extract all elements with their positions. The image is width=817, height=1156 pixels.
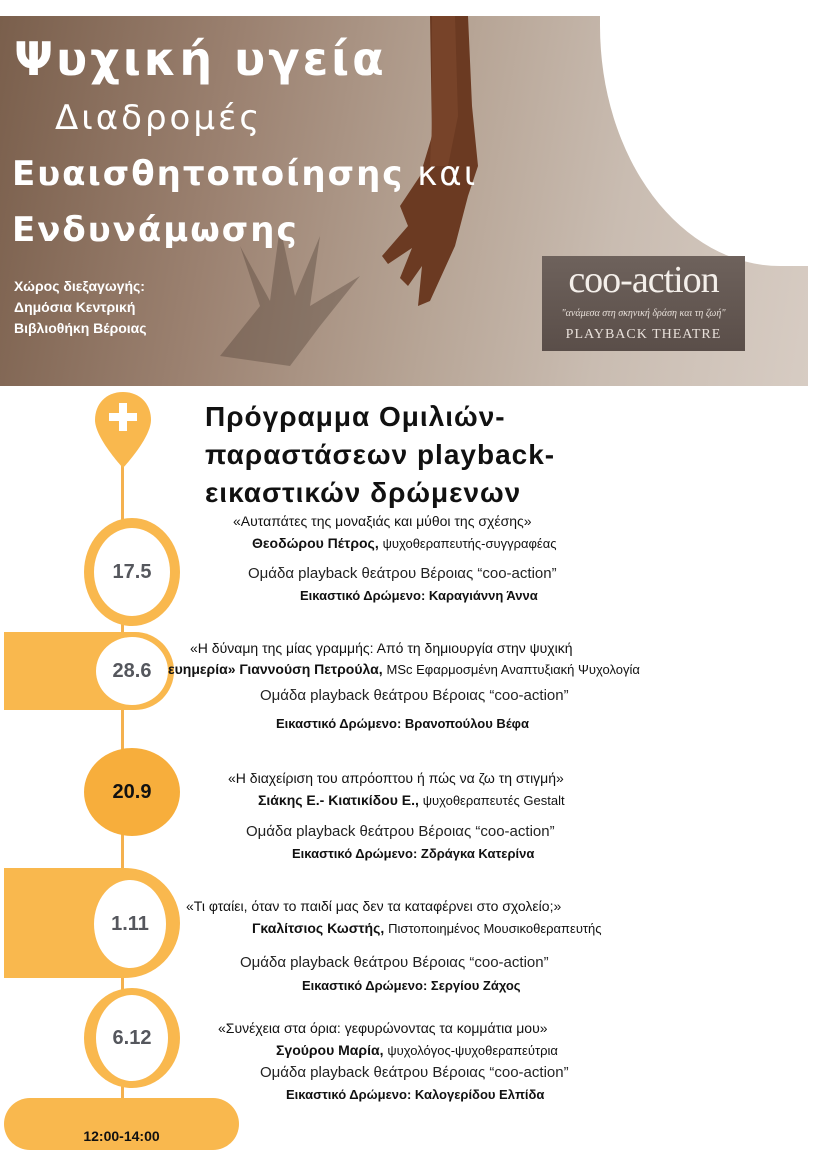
program-title-line1: Πρόγραμμα Ομιλιών- bbox=[205, 401, 506, 432]
event-speaker-line-3 bbox=[258, 792, 565, 808]
coo-action-logo bbox=[542, 256, 745, 351]
event-visual-artist-2: Βρανοπούλου Βέφα bbox=[404, 716, 529, 731]
program-title-line2: παραστάσεων playback- bbox=[205, 439, 556, 470]
date-circle-1 bbox=[94, 528, 170, 616]
event-talk-2-line2 bbox=[168, 661, 640, 677]
event-visual-label-2: Εικαστικό Δρώμενο: bbox=[276, 716, 402, 731]
event-time: 12:00-14:00 bbox=[83, 1128, 160, 1144]
event-role-3: ψυχοθεραπευτές Gestalt bbox=[422, 793, 565, 808]
event-role-4: Πιστοποιημένος Μουσικοθεραπευτής bbox=[388, 921, 602, 936]
event-speaker-line-5 bbox=[276, 1042, 558, 1058]
program-title-line3: εικαστικών δρώμενων bbox=[205, 477, 522, 508]
event-date-2: 28.6 bbox=[112, 659, 152, 682]
event-group-5: Ομάδα playback θεάτρου Βέροιας “coo-action” bbox=[260, 1064, 569, 1081]
event-talk-5: «Συνέχεια στα όρια: γεφυρώνοντας τα κομμάτια μου» bbox=[218, 1020, 548, 1036]
event-speaker-2: Γιαννούση Πετρούλα, bbox=[239, 661, 383, 677]
event-visual-label-5: Εικαστικό Δρώμενο: bbox=[286, 1087, 412, 1102]
event-visual-artist-5: Καλογερίδου Ελπίδα bbox=[414, 1087, 545, 1102]
event-group-3: Ομάδα playback θεάτρου Βέροιας “coo-action” bbox=[246, 823, 555, 840]
event-visual-label-3: Εικαστικό Δρώμενο: bbox=[292, 846, 418, 861]
event-visual-line-2 bbox=[276, 716, 529, 731]
event-visual-line-5 bbox=[286, 1087, 544, 1102]
venue-label: Χώρος διεξαγωγής: bbox=[14, 278, 145, 294]
event-role-1: ψυχοθεραπευτής-συγγραφέας bbox=[382, 536, 557, 551]
date-circle-4 bbox=[94, 880, 166, 968]
event-date-5: 6.12 bbox=[112, 1026, 152, 1049]
logo-tagline: "ανάμεσα στη σκηνική δράση και τη ζωή" bbox=[561, 308, 726, 319]
venue-line1: Δημόσια Κεντρική bbox=[14, 299, 136, 315]
event-visual-artist-4: Σεργίου Ζάχος bbox=[430, 978, 521, 993]
event-visual-artist-1: Καραγιάννη Άννα bbox=[428, 588, 538, 603]
event-role-2: MSc Εφαρμοσμένη Αναπτυξιακή Ψυχολογία bbox=[386, 662, 640, 677]
event-visual-label-1: Εικαστικό Δρώμενο: bbox=[300, 588, 426, 603]
event-speaker-4: Γκαλίτσιος Κωστής, bbox=[252, 920, 385, 936]
poster-title: Ψυχική υγεία bbox=[14, 32, 387, 86]
event-talk-2-end: ευημερία» bbox=[168, 661, 236, 677]
event-visual-line-3 bbox=[292, 846, 534, 861]
event-talk-1: «Αυταπάτες της μοναξιάς και μύθοι της σχέσης» bbox=[233, 513, 532, 529]
event-group-2: Ομάδα playback θεάτρου Βέροιας “coo-action” bbox=[260, 687, 569, 704]
title-and: και bbox=[417, 154, 478, 194]
event-speaker-line-4 bbox=[252, 920, 602, 936]
venue-info bbox=[14, 276, 147, 339]
logo-subtitle: PLAYBACK THEATRE bbox=[565, 327, 722, 342]
event-visual-label-4: Εικαστικό Δρώμενο: bbox=[302, 978, 428, 993]
event-group-4: Ομάδα playback θεάτρου Βέροιας “coo-action” bbox=[240, 954, 549, 971]
event-speaker-3: Σιάκης Ε.- Κιατικίδου Ε., bbox=[258, 792, 419, 808]
event-speaker-5: Σγούρου Μαρία, bbox=[276, 1042, 384, 1058]
venue-line2: Βιβλιοθήκη Βέροιας bbox=[14, 320, 147, 336]
logo-name: coo-action bbox=[568, 259, 719, 301]
event-talk-3: «Η διαχείριση του απρόοπτου ή πώς να ζω τη στιγμή» bbox=[228, 770, 564, 786]
event-visual-line-1 bbox=[300, 588, 538, 603]
program-title bbox=[205, 398, 555, 512]
event-visual-artist-3: Ζδράγκα Κατερίνα bbox=[420, 846, 535, 861]
event-group-1: Ομάδα playback θεάτρου Βέροιας “coo-action” bbox=[248, 565, 557, 582]
date-circle-3 bbox=[84, 748, 180, 836]
poster-title-line3 bbox=[12, 154, 477, 194]
date-circle-2 bbox=[96, 637, 168, 705]
event-speaker-line-1 bbox=[252, 535, 557, 551]
event-talk-2-line1: «Η δύναμη της μίας γραμμής: Από τη δημιουργία στην ψυχική bbox=[190, 640, 573, 656]
event-date-4: 1.11 bbox=[111, 912, 149, 935]
title-awareness: Ευαισθητοποίησης bbox=[12, 154, 405, 194]
poster-title-line4: Ενδυνάμωσης bbox=[12, 210, 299, 250]
event-talk-4: «Τι φταίει, όταν το παιδί μας δεν τα καταφέρνει στο σχολείο;» bbox=[186, 898, 562, 914]
event-date-3: 20.9 bbox=[112, 780, 152, 803]
poster-subtitle: Διαδρομές bbox=[55, 98, 263, 138]
event-time-badge bbox=[4, 1098, 239, 1150]
location-pin-plus-icon bbox=[93, 390, 153, 470]
event-date-1: 17.5 bbox=[112, 560, 152, 583]
event-role-5: ψυχολόγος-ψυχοθεραπεύτρια bbox=[387, 1043, 558, 1058]
date-circle-5 bbox=[96, 995, 168, 1081]
event-speaker-1: Θεοδώρου Πέτρος, bbox=[252, 535, 379, 551]
event-visual-line-4 bbox=[302, 978, 521, 993]
